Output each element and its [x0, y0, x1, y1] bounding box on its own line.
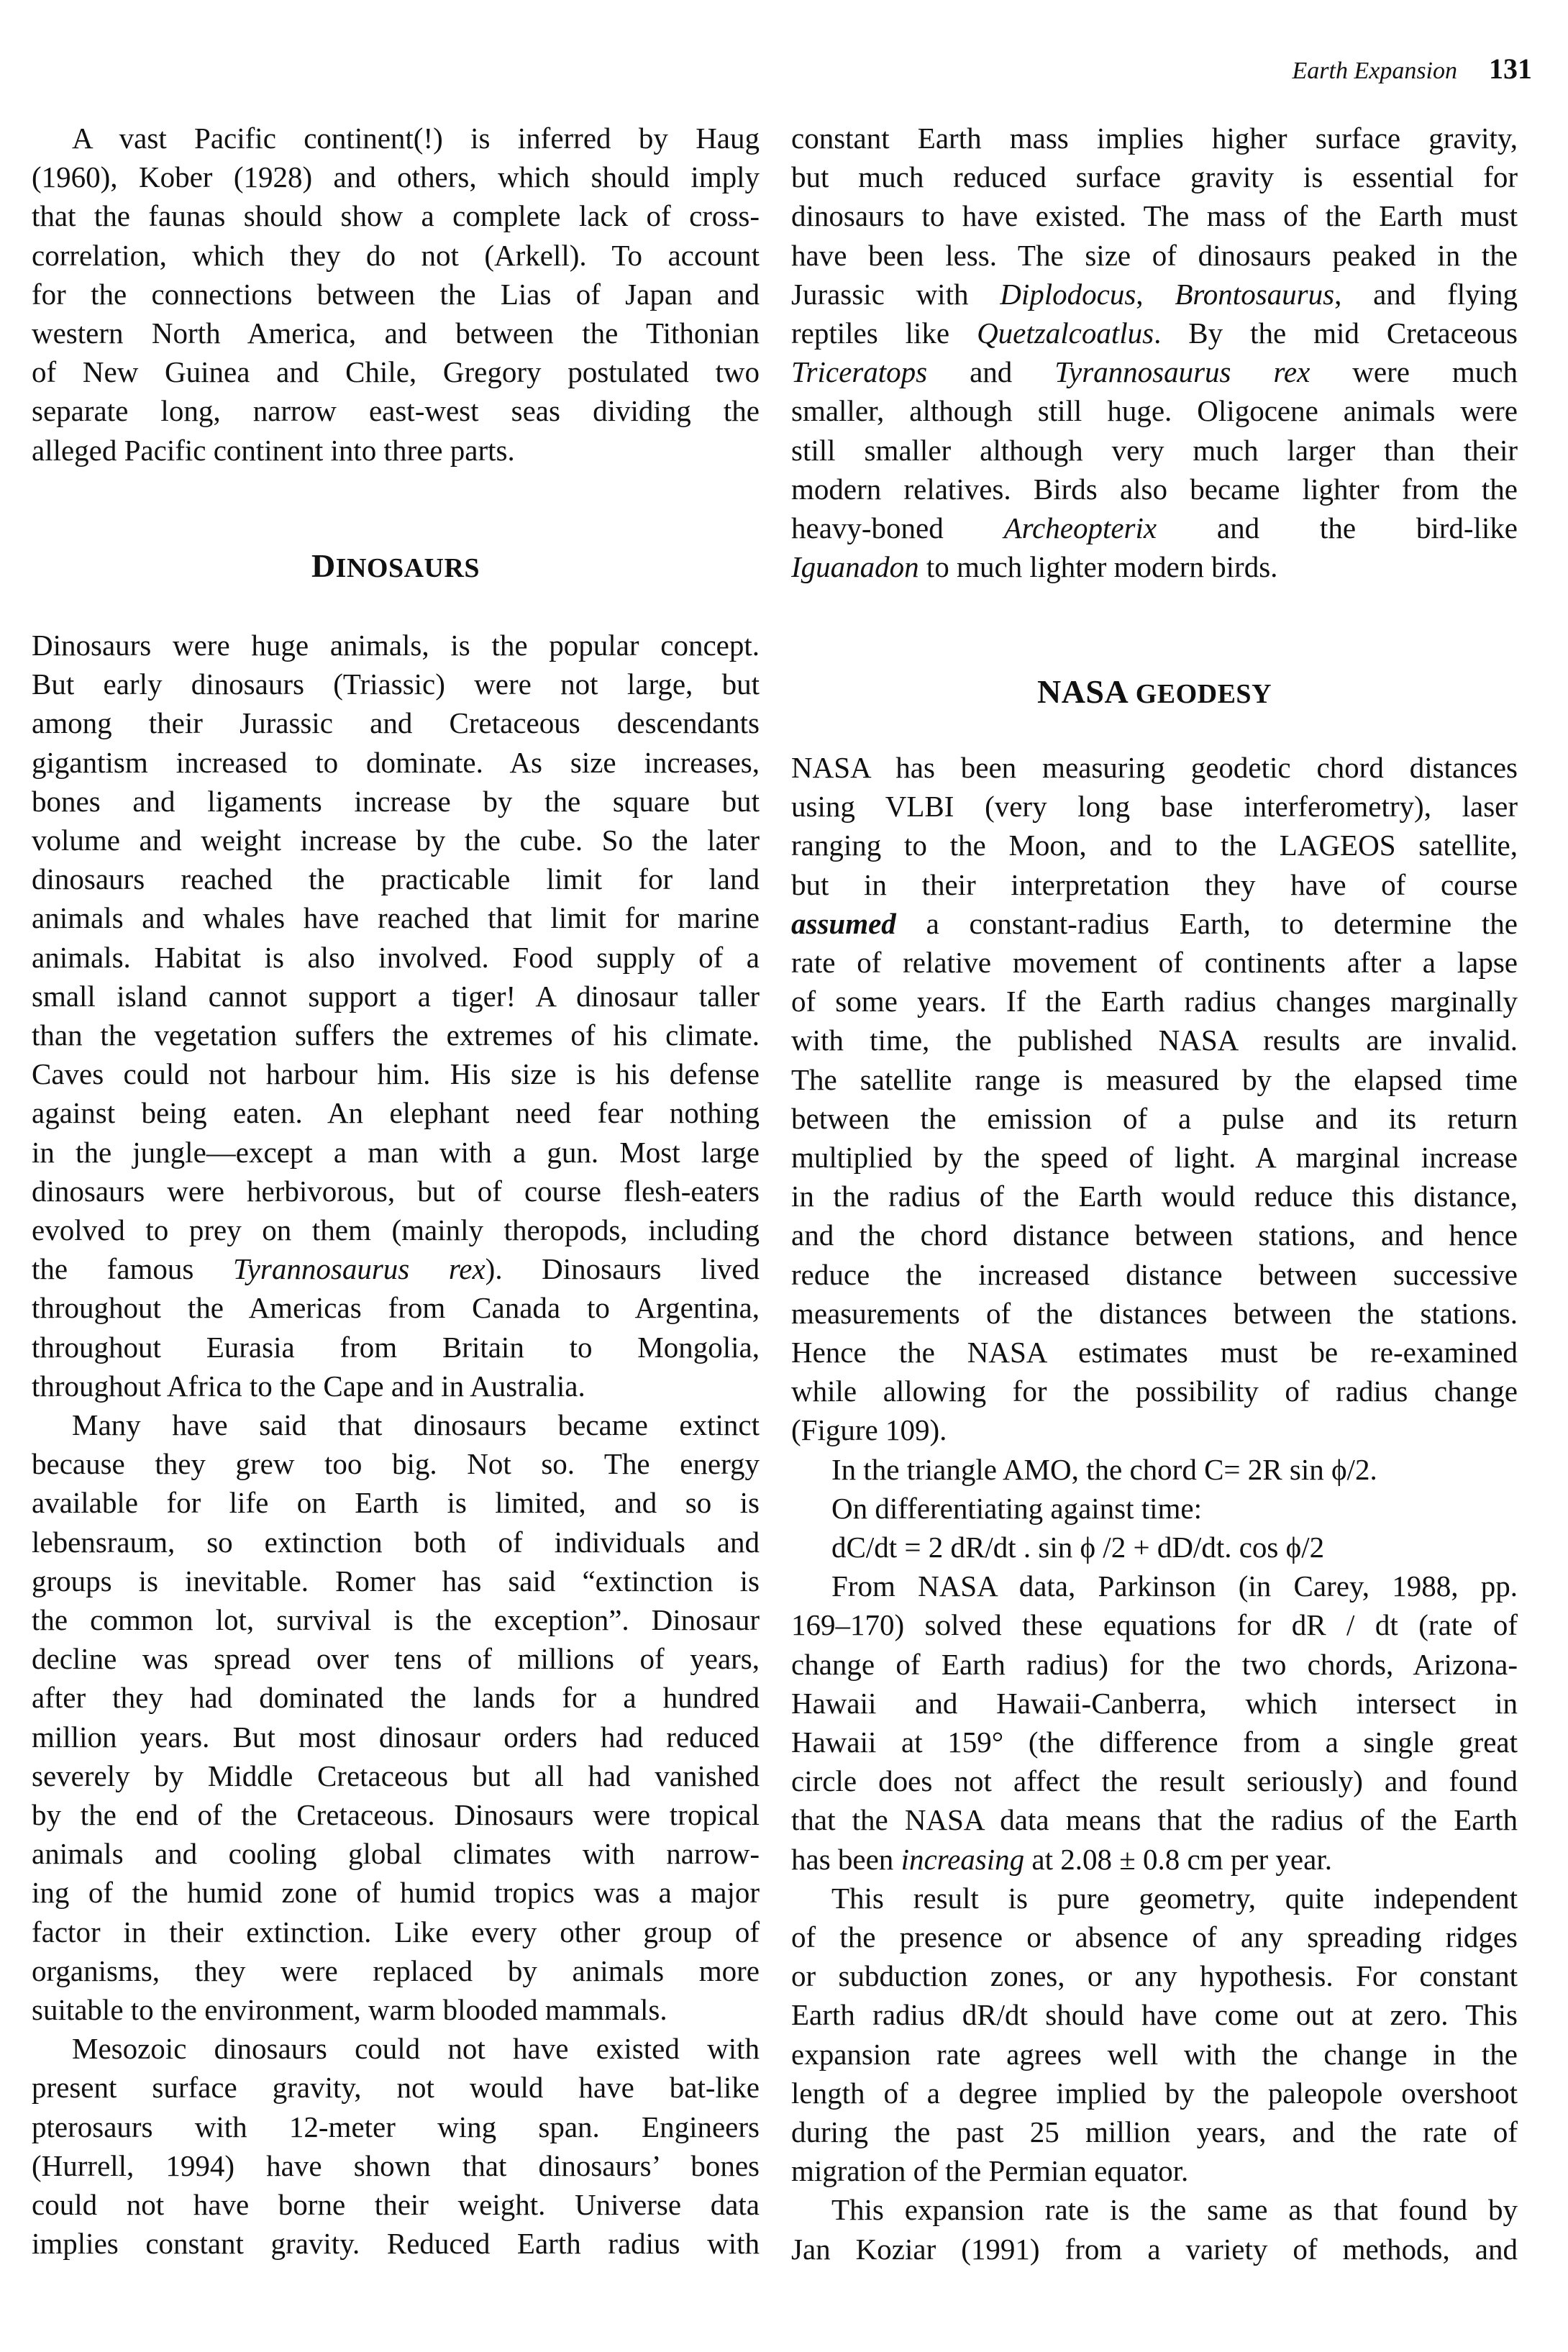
paragraph-line: reduce the increased distance between successive — [791, 1257, 1518, 1291]
paragraph-line — [791, 1840, 1518, 1879]
paragraph-line: because they grew too big. Not so. The energy — [32, 1447, 760, 1481]
paragraph-line: throughout Eurasia from Britain to Mongolia, — [32, 1330, 760, 1364]
text-run: and the bird-like — [1157, 511, 1518, 544]
paragraph-line: present surface gravity, not would have bat-like — [32, 2071, 760, 2105]
paragraph-line: in the jungle—except a man with a gun. Most large — [32, 1135, 760, 1169]
paragraph-line: gigantism increased to dominate. As size increases, — [32, 745, 760, 779]
paragraph-line: alleged Pacific continent into three parts. — [32, 433, 515, 467]
paragraph-line: ranging to the Moon, and to the LAGEOS satellite, — [791, 829, 1518, 862]
emphasized-word: increasing — [901, 1842, 1025, 1876]
paragraph-line: but much reduced surface gravity is essential for — [791, 160, 1518, 194]
heading-rest: GEODESY — [1135, 679, 1272, 709]
heading-initial: D — [311, 547, 336, 584]
paragraph-line: by the end of the Cretaceous. Dinosaurs were tropical — [32, 1798, 760, 1831]
paragraph-line: of the presence or absence of any spreading ridges — [791, 1920, 1518, 1954]
text-run: has been — [791, 1842, 901, 1876]
paragraph-line — [791, 314, 1518, 352]
paragraph-line: (Figure 109). — [791, 1413, 947, 1447]
paragraph-line: small island cannot support a tiger! A dinosaur taller — [32, 979, 760, 1013]
text-run: . By the mid Cretaceous — [1154, 316, 1518, 350]
italic-species-name: Iguanadon — [791, 550, 919, 584]
paragraph-line: This result is pure geometry, quite independent — [831, 1881, 1518, 1915]
paragraph-line — [791, 352, 1518, 391]
equation-line: On differentiating against time: — [831, 1491, 1203, 1525]
paragraph-line: after they had dominated the lands for a hundred — [32, 1681, 760, 1715]
paragraph-line: throughout the Americas from Canada to Argentina, — [32, 1291, 760, 1325]
paragraph-line: in the radius of the Earth would reduce this distance, — [791, 1180, 1518, 1213]
paragraph-line: against being eaten. An elephant need fear nothing — [32, 1096, 760, 1130]
paragraph-line: Mesozoic dinosaurs could not have existed with — [72, 2032, 760, 2066]
paragraph-line: of some years. If the Earth radius changes marginally — [791, 985, 1518, 1018]
heading-rest: INOSAURS — [335, 553, 480, 583]
text-run: , — [1136, 277, 1175, 311]
paragraph-line: separate long, narrow east-west seas dividing the — [32, 394, 760, 428]
paragraph-line: Dinosaurs were huge animals, is the popular concept. — [32, 629, 760, 662]
paragraph-line: migration of the Permian equator. — [791, 2154, 1189, 2188]
italic-species-name: Quetzalcoatlus — [977, 316, 1154, 350]
paragraph-line: with time, the published NASA results are invalid. — [791, 1024, 1518, 1057]
paragraph-line: but in their interpretation they have of course — [791, 867, 1518, 901]
text-run: Jurassic with — [791, 277, 1000, 311]
paragraph-line — [791, 904, 1518, 943]
emphasized-word: assumed — [791, 906, 896, 940]
paragraph-line: the common lot, survival is the exception”. Dinosaur — [32, 1603, 760, 1636]
paragraph-line: measurements of the distances between the stations. — [791, 1296, 1518, 1330]
paragraph-line: groups is inevitable. Romer has said “extinction is — [32, 1564, 760, 1597]
paragraph-line: of New Guinea and Chile, Gregory postulated two — [32, 355, 760, 389]
paragraph-line: The satellite range is measured by the elapsed time — [791, 1062, 1518, 1096]
paragraph-line: lebensraum, so extinction both of individuals and — [32, 1525, 760, 1559]
paragraph-line: severely by Middle Cretaceous but all had vanished — [32, 1759, 760, 1792]
paragraph-line: that the NASA data means that the radius of the Earth — [791, 1803, 1518, 1837]
paragraph-line: factor in their extinction. Like every other group of — [32, 1915, 760, 1948]
text-run: reptiles like — [791, 316, 977, 350]
paragraph-line: constant Earth mass implies higher surface gravity, — [791, 122, 1518, 155]
paragraph-line: circle does not affect the result seriously) and found — [791, 1764, 1518, 1798]
paragraph-line: million years. But most dinosaur orders had reduced — [32, 1720, 760, 1754]
paragraph-line: still smaller although very much larger than their — [791, 433, 1518, 467]
paragraph-line: bones and ligaments increase by the square but — [32, 784, 760, 818]
paragraph-line: This expansion rate is the same as that found by — [831, 2193, 1518, 2227]
paragraph-line: Many have said that dinosaurs became extinct — [72, 1408, 760, 1441]
paragraph-line: From NASA data, Parkinson (in Carey, 1988, pp. — [831, 1569, 1518, 1603]
paragraph-line: Caves could not harbour him. His size is his defense — [32, 1057, 760, 1091]
paragraph-line: NASA has been measuring geodetic chord distances — [791, 751, 1518, 784]
paragraph-line: among their Jurassic and Cretaceous descendants — [32, 706, 760, 740]
paragraph-line: animals and whales have reached that limit for marine — [32, 901, 760, 935]
page-number: 131 — [1489, 53, 1532, 85]
paragraph-line: or subduction zones, or any hypothesis. For constant — [791, 1959, 1518, 1993]
paragraph-line: Hawaii at 159° (the difference from a single great — [791, 1726, 1518, 1759]
paragraph-line: expansion rate agrees well with the change in the — [791, 2037, 1518, 2071]
paragraph-line: could not have borne their weight. Universe data — [32, 2188, 760, 2221]
paragraph-line: available for life on Earth is limited, and so is — [32, 1486, 760, 1520]
paragraph-line: animals and cooling global climates with narrow- — [32, 1837, 760, 1871]
equation-line: In the triangle AMO, the chord C= 2R sin ϕ/2. — [831, 1452, 1377, 1486]
paragraph-line: between the emission of a pulse and its return — [791, 1101, 1518, 1135]
paragraph-line: while allowing for the possibility of radius change — [791, 1375, 1518, 1408]
paragraph-line: organisms, they were replaced by animals more — [32, 1954, 760, 1987]
paragraph-line: ing of the humid zone of humid tropics was a major — [32, 1876, 760, 1910]
paragraph-line: smaller, although still huge. Oligocene animals were — [791, 394, 1518, 428]
paragraph-line: and the chord distance between stations, and hence — [791, 1218, 1518, 1252]
text-run: at 2.08 ± 0.8 cm per year. — [1024, 1842, 1332, 1876]
text-run: ). Dinosaurs lived — [485, 1252, 760, 1286]
paragraph-line: But early dinosaurs (Triassic) were not large, but — [32, 667, 760, 701]
paragraph-line: 169–170) solved these equations for dR / dt (rate of — [791, 1608, 1518, 1642]
paragraph-line: dinosaurs reached the practicable limit for land — [32, 862, 760, 896]
paragraph-line: multiplied by the speed of light. A marginal increase — [791, 1141, 1518, 1174]
italic-species-name: Archeopterix — [1003, 511, 1157, 544]
paragraph-line: animals. Habitat is also involved. Food supply of a — [32, 940, 760, 974]
italic-species-name: Triceratops — [791, 355, 928, 389]
paragraph-line: (Hurrell, 1994) have shown that dinosaurs’ bones — [32, 2148, 760, 2182]
italic-species-name: Diplodocus — [1000, 277, 1136, 311]
paragraph-line: modern relatives. Birds also became lighter from the — [791, 472, 1518, 506]
paragraph-line: Earth radius dR/dt should have come out at zero. This — [791, 1998, 1518, 2032]
italic-species-name: Tyrannosaurus rex — [232, 1252, 486, 1286]
paragraph-line: suitable to the environment, warm blooded mammals. — [32, 1993, 667, 2026]
paragraph-line: have been less. The size of dinosaurs peaked in the — [791, 238, 1518, 272]
paragraph-line: length of a degree implied by the paleopole overshoot — [791, 2076, 1518, 2110]
paragraph-line: during the past 25 million years, and the rate of — [791, 2115, 1518, 2148]
text-run: , and flying — [1334, 277, 1518, 311]
paragraph-line: using VLBI (very long base interferometry), laser — [791, 790, 1518, 824]
text-run: the famous — [32, 1252, 233, 1286]
text-run: and — [927, 355, 1055, 389]
paragraph-line: Hence the NASA estimates must be re-examined — [791, 1336, 1518, 1369]
paragraph-line — [32, 1249, 760, 1288]
paragraph-line: (1960), Kober (1928) and others, which should imply — [32, 160, 760, 194]
paragraph-line: pterosaurs with 12-meter wing span. Engineers — [32, 2110, 760, 2143]
paragraph-line: decline was spread over tens of millions of years, — [32, 1642, 760, 1676]
text-run: to much lighter modern birds. — [919, 550, 1278, 584]
equation-line: dC/dt = 2 dR/dt . sin ϕ /2 + dD/dt. cos ϕ/2 — [831, 1531, 1325, 1564]
paragraph-line: dinosaurs to have existed. The mass of the Earth must — [791, 199, 1518, 233]
paragraph-line — [791, 275, 1518, 314]
paragraph-line: volume and weight increase by the cube. So the later — [32, 824, 760, 857]
running-header — [1293, 52, 1532, 86]
paragraph-line — [791, 547, 1518, 586]
section-heading-dinosaurs — [32, 547, 760, 585]
paragraph-line: Hawaii and Hawaii-Canberra, which intersect in — [791, 1686, 1518, 1720]
paragraph-line: change of Earth radius) for the two chords, Arizona- — [791, 1647, 1518, 1681]
paragraph-line: evolved to prey on them (mainly theropods, including — [32, 1213, 760, 1246]
paragraph-line: A vast Pacific continent(!) is inferred by Haug — [72, 122, 760, 155]
paragraph-line: western North America, and between the Tithonian — [32, 316, 760, 350]
paragraph-line: rate of relative movement of continents after a lapse — [791, 946, 1518, 979]
paragraph-line: than the vegetation suffers the extremes of his climate. — [32, 1018, 760, 1052]
italic-species-name: Brontosaurus — [1175, 277, 1335, 311]
section-heading-nasa-geodesy — [791, 673, 1518, 711]
paragraph-line: throughout Africa to the Cape and in Australia. — [32, 1369, 585, 1403]
paragraph-line: correlation, which they do not (Arkell). To account — [32, 238, 760, 272]
heading-initial: NASA — [1036, 673, 1127, 710]
text-run: were much — [1310, 355, 1518, 389]
paragraph-line: implies constant gravity. Reduced Earth radius with — [32, 2227, 760, 2261]
text-run: heavy-boned — [791, 511, 1004, 544]
paragraph-line: that the faunas should show a complete lack of cross- — [32, 199, 760, 233]
paragraph-line: Jan Koziar (1991) from a variety of methods, and — [791, 2232, 1518, 2266]
paragraph-line: for the connections between the Lias of Japan and — [32, 277, 760, 311]
running-header-title: Earth Expansion — [1292, 58, 1457, 84]
text-run: a constant-radius Earth, to determine the — [895, 906, 1518, 940]
paragraph-line: dinosaurs were herbivorous, but of course flesh-eaters — [32, 1174, 760, 1208]
paragraph-line — [791, 509, 1518, 547]
italic-species-name: Tyrannosaurus rex — [1054, 355, 1311, 389]
